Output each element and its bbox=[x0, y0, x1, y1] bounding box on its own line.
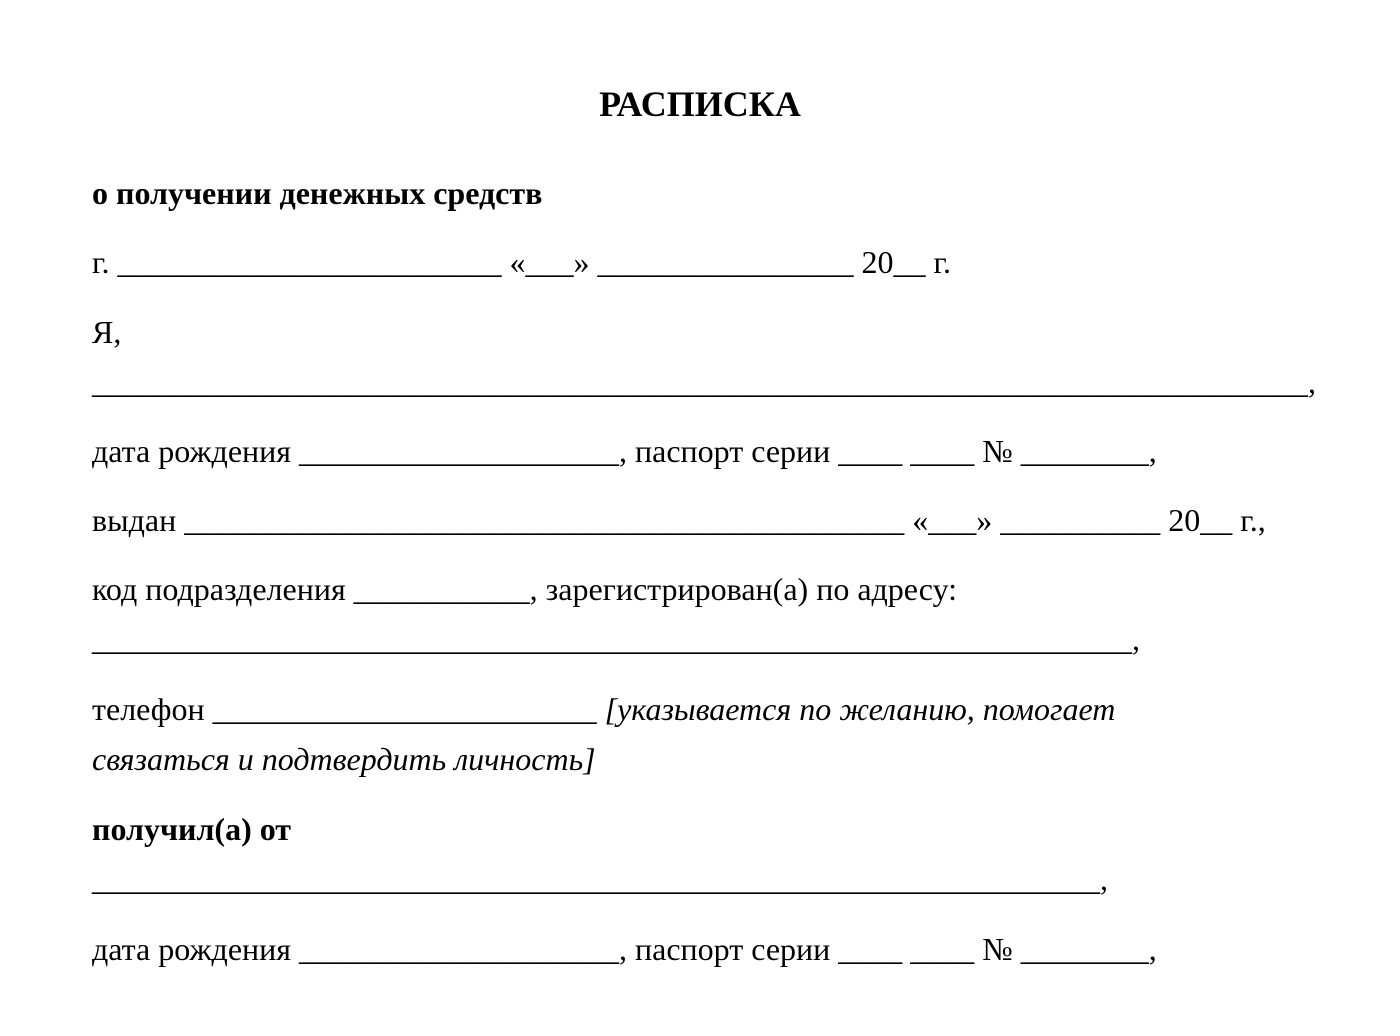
phone-line bbox=[92, 689, 1115, 729]
phone-label: телефон ________________________ bbox=[92, 691, 605, 727]
phone-note-continued: связаться и подтвердить личность] bbox=[92, 741, 596, 777]
received-from-heading: получил(а) от bbox=[92, 811, 292, 847]
document-title: РАСПИСКА bbox=[599, 84, 801, 124]
payer-birth-passport-line: дата рождения ____________________, паспорт серии ____ ____ № ________, bbox=[92, 931, 1157, 967]
payer-name-blank: _______________________________________________________________, bbox=[92, 861, 1108, 897]
passport-issued-line: выдан _____________________________________________ «___» __________ 20__ г., bbox=[92, 502, 1266, 538]
city-date-line: г. ________________________ «___» ________________ 20__ г. bbox=[92, 244, 952, 280]
recipient-intro: Я, bbox=[92, 314, 122, 350]
division-code-line: код подразделения ___________, зарегистрирован(а) по адресу: bbox=[92, 571, 958, 607]
recipient-birth-passport-line: дата рождения ____________________, паспорт серии ____ ____ № ________, bbox=[92, 433, 1157, 469]
document-subtitle: о получении денежных средств bbox=[92, 175, 543, 211]
recipient-name-blank: ____________________________________________________________________________, bbox=[92, 364, 1316, 400]
phone-note: [указывается по желанию, помогает bbox=[604, 691, 1116, 727]
address-blank: _________________________________________________________________, bbox=[92, 621, 1140, 657]
